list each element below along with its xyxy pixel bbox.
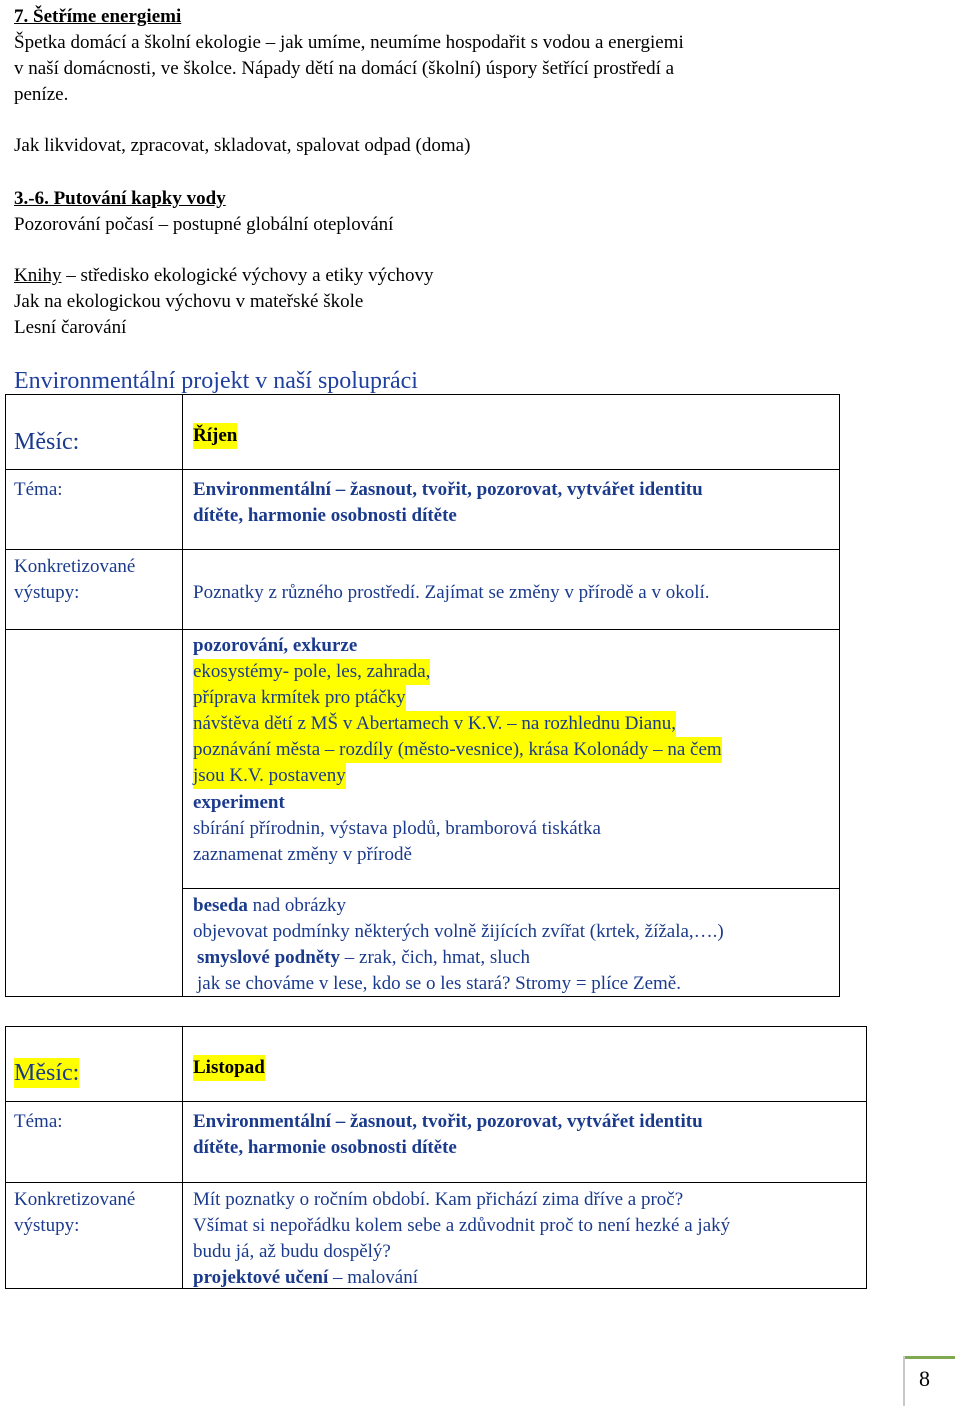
outputs-label-2: výstupy: bbox=[14, 582, 80, 603]
month-value: Říjen bbox=[193, 423, 237, 449]
page-number-bar bbox=[903, 1356, 955, 1359]
outputs-label-2-1: Konkretizované bbox=[14, 1189, 136, 1210]
outputs-2-line-2: Všímat si nepořádku kolem sebe a zdůvodnit proč to není hezké a jaký bbox=[193, 1215, 731, 1236]
discussion-line-4: jak se chováme v lese, kdo se o les stará? Stromy = plíce Země. bbox=[197, 973, 681, 994]
books-label: Knihy bbox=[14, 265, 62, 286]
activity-line-7: experiment bbox=[193, 792, 285, 813]
theme-line-1: Environmentální – žasnout, tvořit, pozorovat, vytvářet identitu bbox=[193, 479, 703, 500]
section-line-weather: Pozorování počasí – postupné globální oteplování bbox=[14, 214, 394, 235]
outputs-2-line-1: Mít poznatky o ročním období. Kam přichází zima dříve a proč? bbox=[193, 1189, 684, 1210]
outputs-label-1: Konkretizované bbox=[14, 556, 136, 577]
theme-label-2: Téma: bbox=[14, 1111, 63, 1132]
page-number: 8 bbox=[919, 1366, 930, 1391]
theme-2-line-1: Environmentální – žasnout, tvořit, pozorovat, vytvářet identitu bbox=[193, 1111, 703, 1132]
table-october-divider bbox=[182, 394, 183, 997]
activity-line-3: příprava krmítek pro ptáčky bbox=[193, 685, 406, 711]
activity-line-8: sbírání přírodnin, výstava plodů, bramborová tiskátka bbox=[193, 818, 601, 839]
outputs-label-2-2: výstupy: bbox=[14, 1215, 80, 1236]
section-heading-energy: 7. Šetříme energiemi bbox=[14, 6, 182, 27]
outputs-2-line-4: projektové učení – malování bbox=[193, 1267, 418, 1288]
books-line bbox=[14, 263, 434, 289]
intro-line-2: v naší domácnosti, ve školce. Nápady dětí na domácí (školní) úspory šetřící prostředí a bbox=[14, 58, 675, 79]
activity-line-5: poznávání města – rozdíly (město-vesnice), krása Kolonády – na čem bbox=[193, 737, 722, 763]
project-title: Environmentální projekt v naší spolupráci bbox=[14, 368, 418, 394]
activity-line-6: jsou K.V. postaveny bbox=[193, 763, 346, 789]
section-heading-water: 3.-6. Putování kapky vody bbox=[14, 188, 226, 209]
discussion-line-1: beseda nad obrázky bbox=[193, 895, 347, 916]
activity-line-4: návštěva dětí z MŠ v Abertamech v K.V. – na rozhlednu Dianu, bbox=[193, 711, 676, 737]
intro-line-1: Špetka domácí a školní ekologie – jak umíme, neumíme hospodařit s vodou a energiemi bbox=[14, 32, 684, 53]
activity-line-2: ekosystémy- pole, les, zahrada, bbox=[193, 659, 430, 685]
discussion-line-3: smyslové podněty – zrak, čich, hmat, sluch bbox=[197, 947, 530, 968]
month-value-2: Listopad bbox=[193, 1055, 265, 1081]
theme-label: Téma: bbox=[14, 479, 63, 500]
month-label: Měsíc: bbox=[14, 429, 80, 455]
page-number-box bbox=[903, 1356, 955, 1406]
book-3: Lesní čarování bbox=[14, 317, 127, 338]
theme-2-line-2: dítěte, harmonie osobnosti dítěte bbox=[193, 1137, 457, 1158]
outputs-2-line-3: budu já, až budu dospělý? bbox=[193, 1241, 391, 1262]
table-november-divider bbox=[182, 1026, 183, 1289]
books-rest: – středisko ekologické výchovy a etiky výchovy bbox=[61, 265, 434, 286]
outputs-value: Poznatky z různého prostředí. Zajímat se změny v přírodě a v okolí. bbox=[193, 582, 710, 603]
theme-line-2: dítěte, harmonie osobnosti dítěte bbox=[193, 505, 457, 526]
intro-line-4: Jak likvidovat, zpracovat, skladovat, spalovat odpad (doma) bbox=[14, 135, 471, 156]
activity-line-1: pozorování, exkurze bbox=[193, 635, 358, 656]
discussion-line-2: objevovat podmínky některých volně žijících zvířat (krtek, žížala,….) bbox=[193, 921, 724, 942]
intro-line-3: peníze. bbox=[14, 84, 69, 105]
activity-line-9: zaznamenat změny v přírodě bbox=[193, 844, 412, 865]
book-2: Jak na ekologickou výchovu v mateřské škole bbox=[14, 291, 364, 312]
month-label-2: Měsíc: bbox=[14, 1060, 80, 1086]
